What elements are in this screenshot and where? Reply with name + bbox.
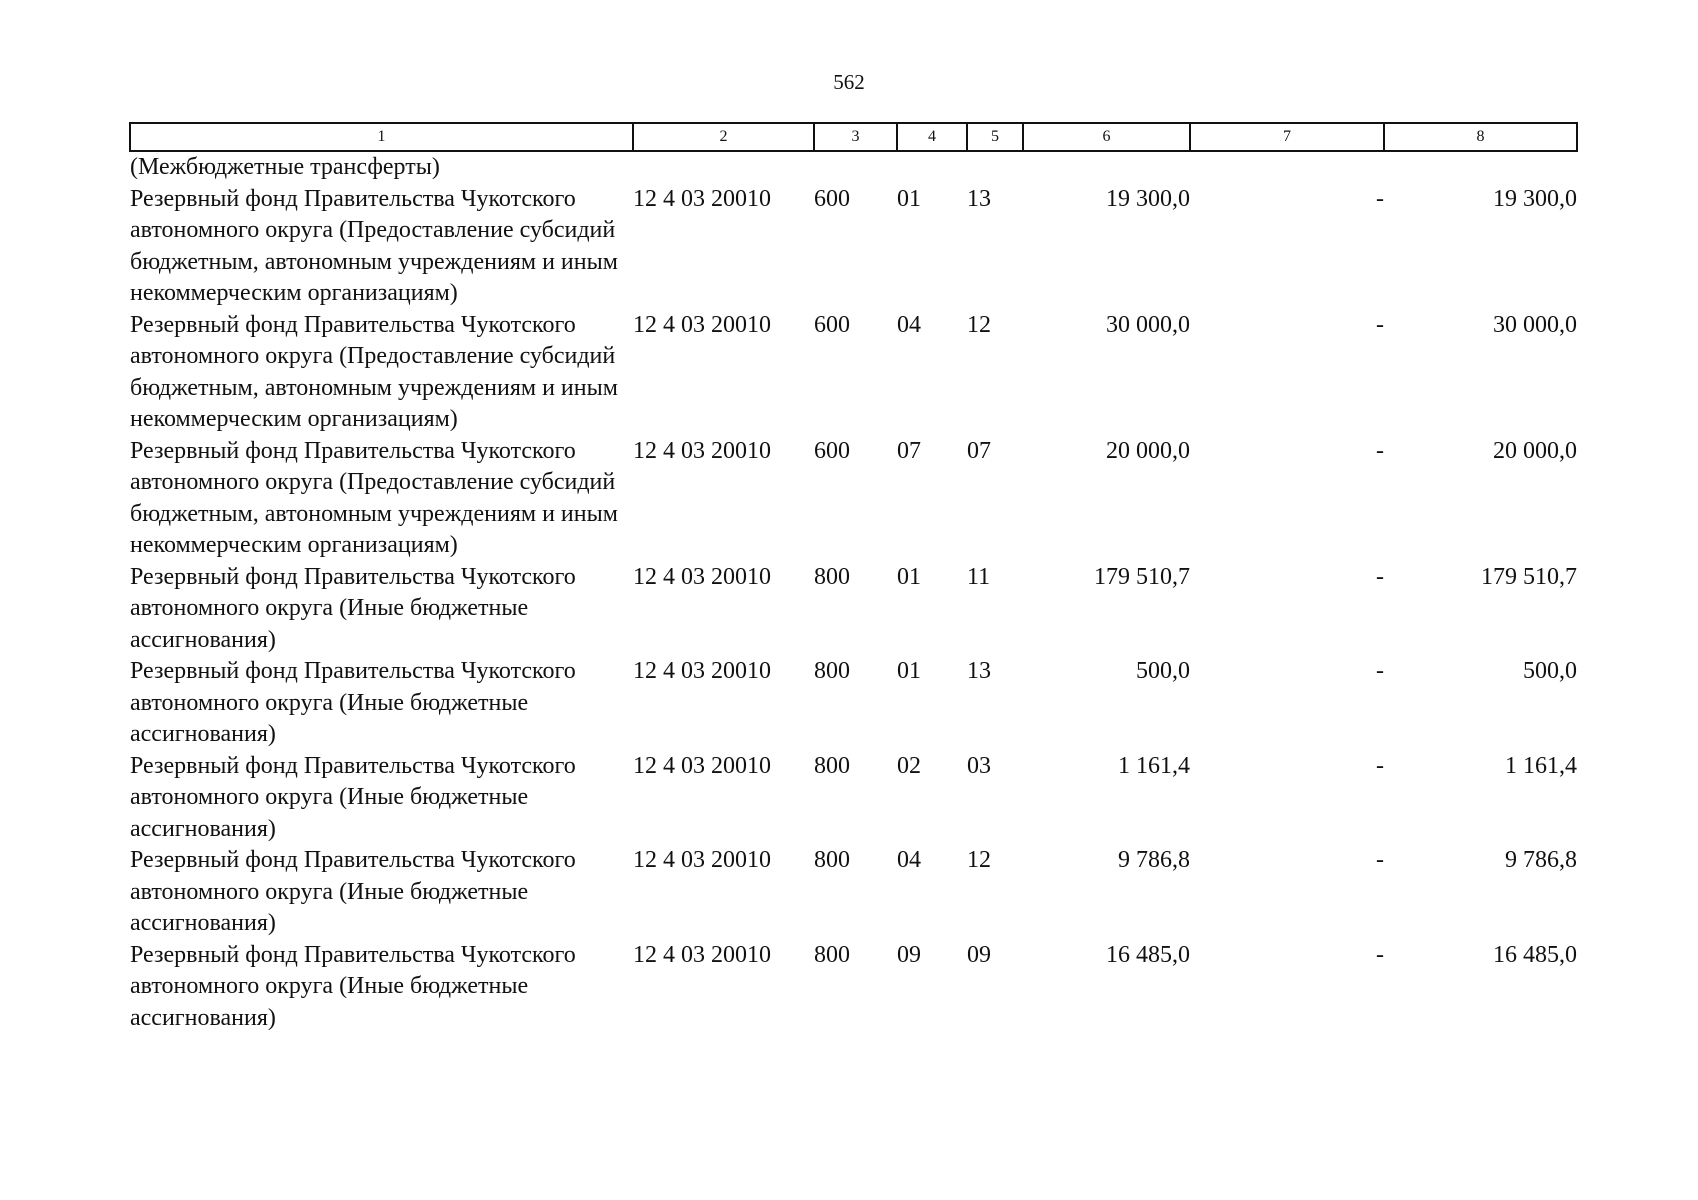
row-subsection: 12 bbox=[967, 847, 991, 873]
page-number: 562 bbox=[833, 70, 865, 94]
row-amount-col8: 179 510,7 bbox=[1481, 563, 1577, 590]
row-amount-col7: - bbox=[1376, 752, 1384, 779]
header-col-8: 8 bbox=[1384, 123, 1577, 151]
row-subsection: 13 bbox=[967, 185, 991, 212]
row-subsection: 09 bbox=[967, 941, 991, 968]
row-expense-type: 600 bbox=[814, 437, 850, 464]
continuation-row bbox=[130, 151, 1577, 184]
column-number-header bbox=[130, 123, 1577, 151]
row-amount-col6: 30 000,0 bbox=[1106, 311, 1190, 338]
table-row bbox=[130, 656, 1577, 751]
row-subsection: 11 bbox=[967, 563, 991, 590]
row-expense-type: 800 bbox=[814, 658, 850, 684]
row-amount-col8: 1 161,4 bbox=[1505, 752, 1577, 779]
row-expense-type: 800 bbox=[814, 847, 850, 873]
row-section: 04 bbox=[897, 311, 921, 338]
row-amount-col8: 20 000,0 bbox=[1493, 437, 1577, 464]
row-name: Резервный фонд Правительства Чукотского автономного округа (Предоставление субсидий бюджетным, автономным учреждениям и иным некоммерческим организациям) bbox=[130, 437, 618, 558]
row-amount-col7: - bbox=[1376, 185, 1384, 212]
header-col-4: 4 bbox=[897, 123, 967, 151]
table-row bbox=[130, 751, 1577, 846]
row-subsection: 13 bbox=[967, 658, 991, 684]
row-amount-col8: 19 300,0 bbox=[1493, 185, 1577, 212]
row-amount-col6: 19 300,0 bbox=[1106, 185, 1190, 212]
row-section: 04 bbox=[897, 847, 921, 873]
continuation-text: (Межбюджетные трансферты) bbox=[130, 154, 440, 180]
budget-table-container bbox=[129, 122, 1576, 1034]
header-col-7: 7 bbox=[1190, 123, 1384, 151]
row-amount-col6: 9 786,8 bbox=[1118, 847, 1190, 873]
row-amount-col7: - bbox=[1376, 847, 1384, 873]
row-name: Резервный фонд Правительства Чукотского автономного округа (Иные бюджетные ассигнования) bbox=[130, 847, 576, 936]
row-amount-col7: - bbox=[1376, 941, 1384, 968]
budget-table bbox=[129, 122, 1578, 1034]
row-section: 01 bbox=[897, 563, 921, 590]
row-amount-col6: 500,0 bbox=[1136, 658, 1190, 684]
row-amount-col7: - bbox=[1376, 437, 1384, 464]
row-expense-type: 600 bbox=[814, 185, 850, 212]
row-section: 09 bbox=[897, 941, 921, 968]
table-row bbox=[130, 310, 1577, 436]
table-row bbox=[130, 845, 1577, 940]
row-section: 02 bbox=[897, 752, 921, 779]
table-row bbox=[130, 184, 1577, 310]
row-target-article: 12 4 03 20010 bbox=[633, 847, 771, 873]
row-expense-type: 800 bbox=[814, 941, 850, 968]
header-col-2: 2 bbox=[633, 123, 814, 151]
row-amount-col6: 179 510,7 bbox=[1094, 563, 1190, 590]
row-target-article: 12 4 03 20010 bbox=[633, 311, 771, 338]
row-amount-col6: 20 000,0 bbox=[1106, 437, 1190, 464]
row-amount-col8: 30 000,0 bbox=[1493, 311, 1577, 338]
row-target-article: 12 4 03 20010 bbox=[633, 437, 771, 464]
row-subsection: 03 bbox=[967, 752, 991, 779]
row-section: 07 bbox=[897, 437, 921, 464]
row-name: Резервный фонд Правительства Чукотского автономного округа (Иные бюджетные ассигнования) bbox=[130, 563, 576, 653]
row-target-article: 12 4 03 20010 bbox=[633, 185, 771, 212]
row-expense-type: 600 bbox=[814, 311, 850, 338]
row-name: Резервный фонд Правительства Чукотского автономного округа (Иные бюджетные ассигнования) bbox=[130, 941, 576, 1031]
header-col-5: 5 bbox=[967, 123, 1023, 151]
row-expense-type: 800 bbox=[814, 563, 850, 590]
row-section: 01 bbox=[897, 185, 921, 212]
header-col-1: 1 bbox=[130, 123, 633, 151]
row-subsection: 07 bbox=[967, 437, 991, 464]
row-amount-col8: 16 485,0 bbox=[1493, 941, 1577, 968]
header-col-6: 6 bbox=[1023, 123, 1190, 151]
row-target-article: 12 4 03 20010 bbox=[633, 941, 771, 968]
row-name: Резервный фонд Правительства Чукотского автономного округа (Предоставление субсидий бюджетным, автономным учреждениям и иным некоммерческим организациям) bbox=[130, 185, 618, 306]
row-section: 01 bbox=[897, 658, 921, 684]
row-target-article: 12 4 03 20010 bbox=[633, 752, 771, 779]
row-subsection: 12 bbox=[967, 311, 991, 338]
row-amount-col7: - bbox=[1376, 311, 1384, 338]
row-amount-col6: 16 485,0 bbox=[1106, 941, 1190, 968]
row-amount-col8: 9 786,8 bbox=[1505, 847, 1577, 873]
row-amount-col7: - bbox=[1376, 563, 1384, 590]
header-col-3: 3 bbox=[814, 123, 897, 151]
row-expense-type: 800 bbox=[814, 752, 850, 779]
row-amount-col6: 1 161,4 bbox=[1118, 752, 1190, 779]
row-target-article: 12 4 03 20010 bbox=[633, 563, 771, 590]
row-amount-col8: 500,0 bbox=[1523, 658, 1577, 684]
row-name: Резервный фонд Правительства Чукотского автономного округа (Предоставление субсидий бюджетным, автономным учреждениям и иным некоммерческим организациям) bbox=[130, 311, 618, 432]
row-target-article: 12 4 03 20010 bbox=[633, 658, 771, 684]
row-name: Резервный фонд Правительства Чукотского автономного округа (Иные бюджетные ассигнования) bbox=[130, 658, 576, 747]
row-name: Резервный фонд Правительства Чукотского автономного округа (Иные бюджетные ассигнования) bbox=[130, 752, 576, 842]
table-row bbox=[130, 562, 1577, 657]
table-row bbox=[130, 436, 1577, 562]
table-row bbox=[130, 940, 1577, 1035]
row-amount-col7: - bbox=[1376, 658, 1384, 684]
